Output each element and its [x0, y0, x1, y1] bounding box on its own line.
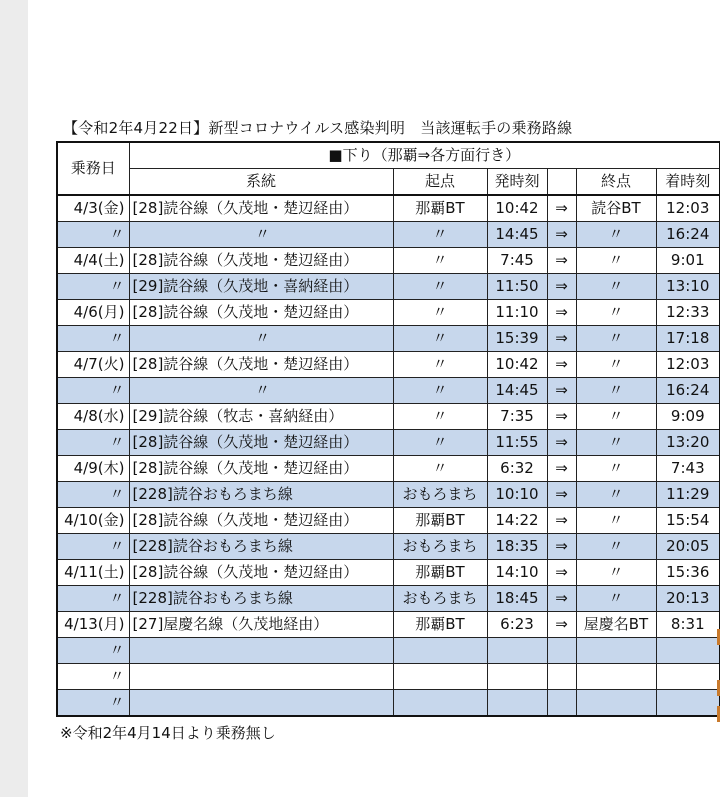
header-origin: 起点	[393, 169, 487, 196]
cell-origin: 〃	[393, 430, 487, 456]
cell-origin: 〃	[393, 378, 487, 404]
cell-arrive: 11:29	[656, 482, 720, 508]
table-row	[57, 248, 720, 274]
cell-arrive	[656, 638, 720, 664]
cell-arrive: 13:20	[656, 430, 720, 456]
cell-origin: おもろまち	[393, 534, 487, 560]
cell-terminus	[576, 664, 656, 690]
table-row	[57, 690, 720, 717]
cell-depart: 14:45	[487, 378, 547, 404]
cell-terminus: 〃	[576, 534, 656, 560]
cell-terminus: 〃	[576, 430, 656, 456]
header-row-1	[57, 142, 720, 169]
cell-route: [28]読谷線（久茂地・楚辺経由）	[129, 560, 393, 586]
cell-depart	[487, 638, 547, 664]
cell-terminus: 〃	[576, 482, 656, 508]
table-row	[57, 222, 720, 248]
cell-terminus: 〃	[576, 586, 656, 612]
cell-arrow: ⇒	[547, 326, 576, 352]
cell-origin: おもろまち	[393, 586, 487, 612]
cell-date: 4/4(土)	[57, 248, 129, 274]
cell-date: 〃	[57, 586, 129, 612]
cell-route: [28]読谷線（久茂地・楚辺経由）	[129, 248, 393, 274]
header-date: 乗務日	[57, 142, 129, 195]
table-row	[57, 638, 720, 664]
footnote: ※令和2年4月14日より乗務無し	[60, 724, 276, 742]
cell-date: 4/10(金)	[57, 508, 129, 534]
cell-origin: 那覇BT	[393, 508, 487, 534]
cell-origin: 那覇BT	[393, 195, 487, 222]
cell-arrow: ⇒	[547, 352, 576, 378]
cell-arrive: 20:05	[656, 534, 720, 560]
cell-route: [29]読谷線（牧志・喜納経由）	[129, 404, 393, 430]
cell-date: 〃	[57, 274, 129, 300]
cell-arrive: 8:31	[656, 612, 720, 638]
cell-date: 〃	[57, 638, 129, 664]
cell-arrow: ⇒	[547, 222, 576, 248]
cell-route: [28]読谷線（久茂地・楚辺経由）	[129, 430, 393, 456]
cell-terminus: 屋慶名BT	[576, 612, 656, 638]
table-row	[57, 612, 720, 638]
cell-terminus: 〃	[576, 300, 656, 326]
header-depart: 発時刻	[487, 169, 547, 196]
cell-route	[129, 690, 393, 717]
cell-arrow	[547, 638, 576, 664]
cell-arrow: ⇒	[547, 274, 576, 300]
cell-depart: 6:23	[487, 612, 547, 638]
schedule-table	[56, 141, 720, 717]
cell-terminus: 〃	[576, 456, 656, 482]
cell-depart: 15:39	[487, 326, 547, 352]
cell-route: [28]読谷線（久茂地・楚辺経由）	[129, 508, 393, 534]
cell-route: [28]読谷線（久茂地・楚辺経由）	[129, 195, 393, 222]
cell-route: [28]読谷線（久茂地・楚辺経由）	[129, 352, 393, 378]
cell-date: 〃	[57, 430, 129, 456]
header-arrow	[547, 169, 576, 196]
cell-origin: 〃	[393, 248, 487, 274]
cell-route	[129, 664, 393, 690]
cell-depart: 10:42	[487, 195, 547, 222]
cell-route: 〃	[129, 326, 393, 352]
cell-route: [29]読谷線（久茂地・喜納経由）	[129, 274, 393, 300]
cell-arrow: ⇒	[547, 378, 576, 404]
cell-arrive: 13:10	[656, 274, 720, 300]
cell-date: 4/13(月)	[57, 612, 129, 638]
cell-depart: 11:50	[487, 274, 547, 300]
page-title: 【令和2年4月22日】新型コロナウイルス感染判明 当該運転手の乗務路線	[63, 119, 573, 137]
cell-date: 4/3(金)	[57, 195, 129, 222]
cell-date: 4/9(木)	[57, 456, 129, 482]
table-row	[57, 430, 720, 456]
cell-date: 〃	[57, 378, 129, 404]
cell-terminus	[576, 690, 656, 717]
cell-terminus: 〃	[576, 560, 656, 586]
cell-terminus: 〃	[576, 222, 656, 248]
cell-route: 〃	[129, 378, 393, 404]
cell-depart	[487, 690, 547, 717]
header-row-2	[57, 169, 720, 196]
cell-origin: 〃	[393, 300, 487, 326]
cell-arrive: 12:33	[656, 300, 720, 326]
cell-arrive: 20:13	[656, 586, 720, 612]
cell-depart: 7:35	[487, 404, 547, 430]
cell-terminus	[576, 638, 656, 664]
cell-depart: 7:45	[487, 248, 547, 274]
cell-arrow: ⇒	[547, 404, 576, 430]
cell-terminus: 〃	[576, 326, 656, 352]
cell-arrow: ⇒	[547, 300, 576, 326]
cell-arrive: 12:03	[656, 352, 720, 378]
cell-arrow: ⇒	[547, 586, 576, 612]
cell-origin: 那覇BT	[393, 560, 487, 586]
table-row	[57, 195, 720, 222]
cell-arrow: ⇒	[547, 560, 576, 586]
cell-terminus: 〃	[576, 508, 656, 534]
cell-terminus: 〃	[576, 274, 656, 300]
cell-date: 〃	[57, 222, 129, 248]
cell-arrive: 15:36	[656, 560, 720, 586]
cell-terminus: 〃	[576, 404, 656, 430]
cell-route: 〃	[129, 222, 393, 248]
cell-date: 〃	[57, 326, 129, 352]
cell-arrow: ⇒	[547, 195, 576, 222]
cell-arrive: 16:24	[656, 378, 720, 404]
cell-depart: 18:35	[487, 534, 547, 560]
cell-arrive: 16:24	[656, 222, 720, 248]
cell-origin: おもろまち	[393, 482, 487, 508]
cell-arrive: 12:03	[656, 195, 720, 222]
cell-depart: 14:10	[487, 560, 547, 586]
cell-route: [228]読谷おもろまち線	[129, 482, 393, 508]
cell-arrive	[656, 690, 720, 717]
cell-date: 4/8(水)	[57, 404, 129, 430]
table-row	[57, 300, 720, 326]
cell-terminus: 〃	[576, 248, 656, 274]
cell-arrow: ⇒	[547, 456, 576, 482]
cell-depart: 11:55	[487, 430, 547, 456]
table-row	[57, 326, 720, 352]
cell-terminus: 〃	[576, 352, 656, 378]
cell-date: 4/6(月)	[57, 300, 129, 326]
cell-origin: 〃	[393, 404, 487, 430]
cell-arrive: 17:18	[656, 326, 720, 352]
cell-depart: 14:45	[487, 222, 547, 248]
cell-date: 4/11(土)	[57, 560, 129, 586]
cell-arrow: ⇒	[547, 612, 576, 638]
table-row	[57, 534, 720, 560]
cell-route: [28]読谷線（久茂地・楚辺経由）	[129, 456, 393, 482]
header-terminus: 終点	[576, 169, 656, 196]
table-row	[57, 378, 720, 404]
cell-arrow: ⇒	[547, 508, 576, 534]
table-row	[57, 508, 720, 534]
cell-depart: 18:45	[487, 586, 547, 612]
cell-arrow	[547, 664, 576, 690]
table-row	[57, 586, 720, 612]
cell-arrow: ⇒	[547, 534, 576, 560]
cell-arrive	[656, 664, 720, 690]
table-row	[57, 274, 720, 300]
cell-depart: 11:10	[487, 300, 547, 326]
cell-origin	[393, 664, 487, 690]
cell-depart: 10:42	[487, 352, 547, 378]
table-row	[57, 352, 720, 378]
cell-route: [28]読谷線（久茂地・楚辺経由）	[129, 300, 393, 326]
cell-terminus: 〃	[576, 378, 656, 404]
cell-depart: 14:22	[487, 508, 547, 534]
cell-origin: 〃	[393, 352, 487, 378]
cell-date: 〃	[57, 664, 129, 690]
cell-route: [27]屋慶名線（久茂地経由）	[129, 612, 393, 638]
table-row	[57, 560, 720, 586]
header-arrive: 着時刻	[656, 169, 720, 196]
cell-origin: 〃	[393, 456, 487, 482]
cell-date: 〃	[57, 482, 129, 508]
cell-arrow: ⇒	[547, 248, 576, 274]
cell-date: 4/7(火)	[57, 352, 129, 378]
cell-terminus: 読谷BT	[576, 195, 656, 222]
cell-arrow: ⇒	[547, 482, 576, 508]
cell-origin: 那覇BT	[393, 612, 487, 638]
cell-arrive: 9:09	[656, 404, 720, 430]
table-row	[57, 404, 720, 430]
cell-depart	[487, 664, 547, 690]
header-group: ■下り（那覇⇒各方面行き）	[129, 142, 720, 169]
table-row	[57, 482, 720, 508]
cell-depart: 6:32	[487, 456, 547, 482]
cell-date: 〃	[57, 534, 129, 560]
cell-arrive: 15:54	[656, 508, 720, 534]
cell-arrow: ⇒	[547, 430, 576, 456]
schedule-body	[57, 142, 720, 716]
cell-date: 〃	[57, 690, 129, 717]
cell-route: [228]読谷おもろまち線	[129, 534, 393, 560]
cell-depart: 10:10	[487, 482, 547, 508]
cell-origin: 〃	[393, 222, 487, 248]
cell-origin: 〃	[393, 326, 487, 352]
table-row	[57, 664, 720, 690]
cell-arrive: 9:01	[656, 248, 720, 274]
cell-route: [228]読谷おもろまち線	[129, 586, 393, 612]
cell-origin	[393, 638, 487, 664]
cell-origin	[393, 690, 487, 717]
cell-route	[129, 638, 393, 664]
table-row	[57, 456, 720, 482]
cell-arrive: 7:43	[656, 456, 720, 482]
header-route: 系統	[129, 169, 393, 196]
cell-arrow	[547, 690, 576, 717]
cell-origin: 〃	[393, 274, 487, 300]
